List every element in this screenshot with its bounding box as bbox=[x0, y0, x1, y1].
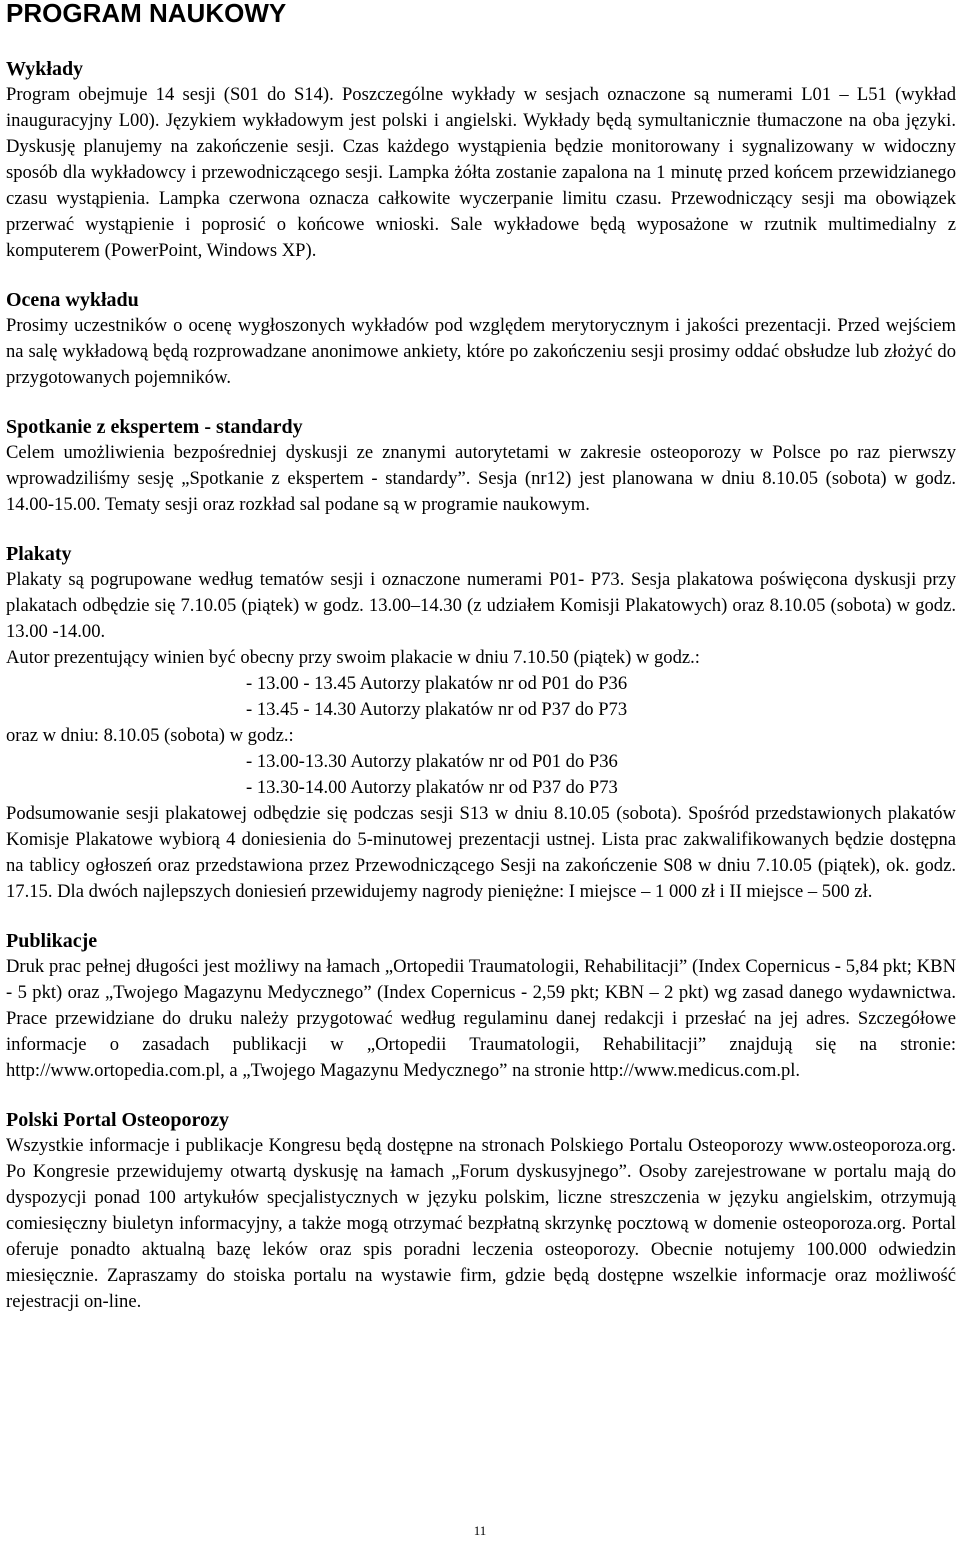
section-heading-spotkanie: Spotkanie z ekspertem - standardy bbox=[6, 416, 303, 438]
section-heading-ocena: Ocena wykładu bbox=[6, 289, 139, 311]
section-heading-portal: Polski Portal Osteoporozy bbox=[6, 1109, 229, 1131]
plakaty-summary: Podsumowanie sesji plakatowej odbędzie się podczas sesji S13 w dniu 8.10.05 (sobota). Spośród przedstawionych plakatów Komisje Plakatowe wybiorą 4 doniesienia do 5-minutowej prezentacji ustnej. Lista prac zakwalifikowanych będzie dostępna na tablicy ogłoszeń oraz przedstawiona przez Przewodniczącego Sesji na zakończenie S08 w dniu 7.10.05 (piątek), ok. godz. 17.15. Dla dwóch najlepszych doniesień przewidujemy nagrody pieniężne: I miejsce – 1 000 zł i II miejsce – 500 zł. bbox=[6, 803, 956, 902]
plakaty-intro: Plakaty są pogrupowane według tematów sesji i oznaczone numerami P01- P73. Sesja plakatowa poświęcona dyskusji przy plakatach odbędzie się 7.10.05 (piątek) w godz. 13.00–14.30 (z udziałem Komisji Plakatowych) oraz 8.10.05 (sobota) w godz. 13.00 -14.00. bbox=[6, 569, 956, 642]
plakaty-slot: - 13.00 - 13.45 Autorzy plakatów nr od P01 do P36 bbox=[246, 673, 628, 694]
plakaty-author-line: Autor prezentujący winien być obecny przy swoim plakacie w dniu 7.10.50 (piątek) w godz.: bbox=[6, 647, 700, 668]
section-wyklady bbox=[6, 56, 956, 264]
section-plakaty bbox=[6, 541, 956, 905]
section-publikacje bbox=[6, 928, 956, 1084]
section-heading-wyklady: Wykłady bbox=[6, 58, 84, 80]
section-text-publikacje: Druk prac pełnej długości jest możliwy na łamach „Ortopedii Traumatologii, Rehabilitacji” (Index Copernicus - 5,84 pkt; KBN - 5 pkt) oraz „Twojego Magazynu Medycznego” (Index Copernicus - 2,59 pkt; KBN – 2 pkt) wg zasad danego wydawnictwa. Prace przewidziane do druku należy przygotować według regulaminu danej redakcji i przesłać na jej adres. Szczegółowe informacje o zasadach publikacji w „Ortopedii Traumatologii, Rehabilitacji” znajdują się na stronie: http://www.ortopedia.com.pl, a „Twojego Magazynu Medycznego” na stronie http://www.medicus.com.pl. bbox=[6, 956, 956, 1081]
section-text-portal: Wszystkie informacje i publikacje Kongresu będą dostępne na stronach Polskiego Portalu Osteoporozy www.osteoporoza.org. Po Kongresie przewidujemy otwartą dyskusję na łamach „Forum dyskusyjnego”. Osoby zarejestrowane w portalu mają do dyspozycji ponad 100 artykułów specjalistycznych w języku polskim, liczne streszczenia w języku angielskim, otrzymują comiesięczny biuletyn informacyjny, a także mogą otrzymać bezpłatną skrzynkę pocztową w domenie osteoporoza.org. Portal oferuje ponadto aktualną bazę leków oraz spis poradni leczenia osteoporozy. Obecnie notujemy 100.000 odwiedzin miesięcznie. Zapraszamy do stoiska portalu na wystawie firm, gdzie będą dostępne wszelkie informacje oraz możliwość rejestracji on-line. bbox=[6, 1135, 956, 1312]
section-ocena bbox=[6, 287, 956, 391]
plakaty-second-day: oraz w dniu: 8.10.05 (sobota) w godz.: bbox=[6, 725, 294, 746]
page-number: 11 bbox=[473, 1523, 487, 1538]
document-page bbox=[6, 0, 956, 1315]
section-heading-plakaty: Plakaty bbox=[6, 543, 72, 565]
section-text-spotkanie: Celem umożliwienia bezpośredniej dyskusji ze znanymi autorytetami w zakresie osteoporozy w Polsce po raz pierwszy wprowadziliśmy sesję „Spotkanie z ekspertem - standardy”. Sesja (nr12) jest planowana w dniu 8.10.05 (sobota) w godz. 14.00-15.00. Tematy sesji oraz rozkład sal podane są w programie naukowym. bbox=[6, 442, 956, 515]
plakaty-slot: - 13.30-14.00 Autorzy plakatów nr od P37 do P73 bbox=[246, 777, 618, 798]
section-text-wyklady: Program obejmuje 14 sesji (S01 do S14). Poszczególne wykłady w sesjach oznaczone są numerami L01 – L51 (wykład inauguracyjny L00). Językiem wykładowym jest polski i angielski. Wykłady będą symultanicznie tłumaczone na oba języki. Dyskusję planujemy na zakończenie sesji. Czas każdego wystąpienia będzie monitorowany i sygnalizowany w widoczny sposób dla wykładowcy i przewodniczącego sesji. Lampka żółta zostanie zapalona na 1 minutę przed końcem przewidzianego czasu wystąpienia. Lampka czerwona oznacza całkowite wyczerpanie limitu czasu. Przewodniczący sesji ma obowiązek przerwać wystąpienie i poprosić o końcowe wnioski. Sale wykładowe będą wyposażone w rzutnik multimedialny z komputerem (PowerPoint, Windows XP). bbox=[6, 84, 956, 261]
section-text-ocena: Prosimy uczestników o ocenę wygłoszonych wykładów pod względem merytorycznym i jakości prezentacji. Przed wejściem na salę wykładową będą rozprowadzane anonimowe ankiety, które po zakończeniu sesji prosimy oddać obsłudze lub złożyć do przygotowanych pojemników. bbox=[6, 315, 956, 388]
section-portal bbox=[6, 1107, 956, 1315]
plakaty-slot: - 13.45 - 14.30 Autorzy plakatów nr od P37 do P73 bbox=[246, 699, 628, 720]
page-title: PROGRAM NAUKOWY bbox=[6, 0, 287, 28]
section-heading-publikacje: Publikacje bbox=[6, 930, 98, 952]
plakaty-slot: - 13.00-13.30 Autorzy plakatów nr od P01 do P36 bbox=[246, 751, 618, 772]
section-spotkanie bbox=[6, 414, 956, 518]
